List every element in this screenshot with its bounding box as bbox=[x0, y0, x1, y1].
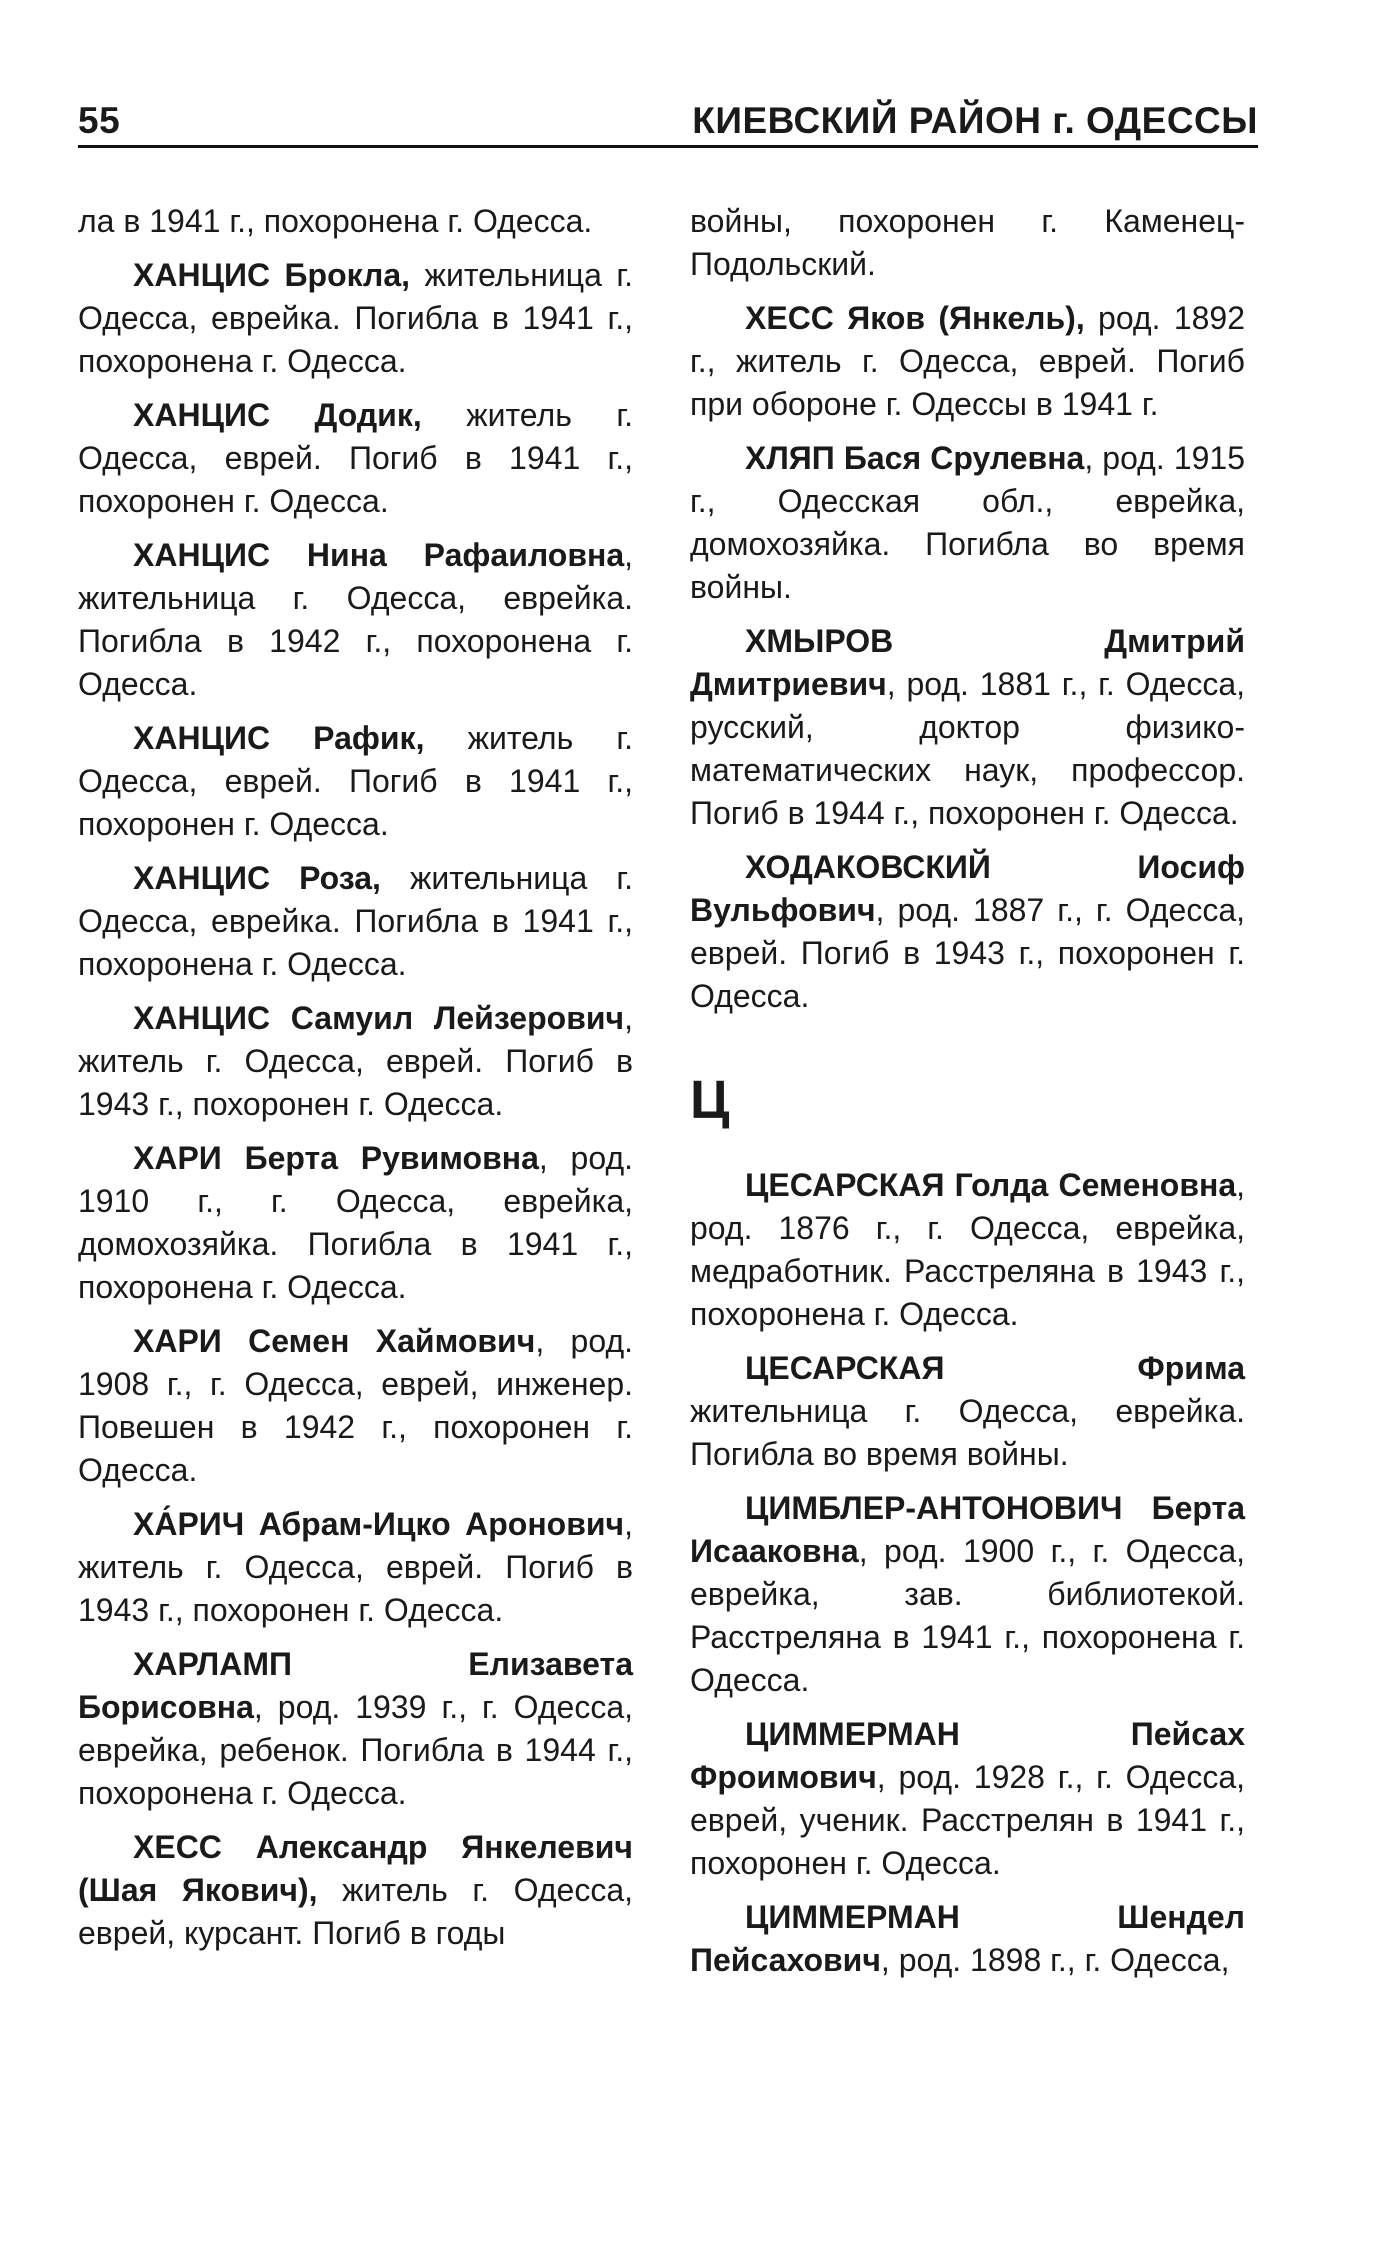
right-column bbox=[690, 200, 1245, 1993]
list-item: ХЕСС Яков (Янкель), род. 1892 г., житель г. Одесса, еврей. Погиб при обороне г. Одессы в 1941 г. bbox=[690, 300, 1246, 422]
list-item: ла в 1941 г., похоронена г. Одесса. bbox=[78, 203, 593, 239]
list-item: ХАРЛАМП Елизавета Борисовна, род. 1939 г., г. Одесса, еврейка, ребенок. Погибла в 1944 г., похоронена г. Одесса. bbox=[78, 1646, 633, 1811]
list-item: ХМЫРОВ Дмитрий Дмитриевич, род. 1881 г., г. Одесса, русский, доктор физико-математических наук, профессор. Погиб в 1944 г., похоронен г. Одесса. bbox=[690, 623, 1245, 831]
list-item: ХАНЦИС Рафик, житель г. Одесса, еврей. Погиб в 1941 г., похоронен г. Одесса. bbox=[78, 720, 634, 842]
list-item: ХАРИ Берта Рувимовна, род. 1910 г., г. Одесса, еврейка, домохозяйка. Погибла в 1941 г., похоронена г. Одесса. bbox=[78, 1140, 633, 1305]
list-item: ХАНЦИС Додик, житель г. Одесса, еврей. Погиб в 1941 г., похоронен г. Одесса. bbox=[78, 397, 634, 519]
running-head: КИЕВСКИЙ РАЙОН г. ОДЕССЫ bbox=[692, 100, 1258, 141]
list-item: ЦИМБЛЕР-АНТОНОВИЧ Берта Исааковна, род. 1900 г., г. Одесса, еврейка, зав. библиотекой. Расстреляна в 1941 г., похоронена г. Одесса. bbox=[690, 1490, 1245, 1698]
list-item: ХАНЦИС Самуил Лейзерович, житель г. Одесса, еврей. Погиб в 1943 г., похоронен г. Одесса. bbox=[78, 1000, 633, 1122]
list-item: ХЕСС Александр Янкелевич (Шая Якович), житель г. Одесса, еврей, курсант. Погиб в годы bbox=[78, 1829, 634, 1951]
list-item: ХАНЦИС Нина Рафаиловна, жительница г. Одесса, еврейка. Погибла в 1942 г., похоронена г. Одесса. bbox=[78, 537, 633, 702]
list-item: ХОДАКОВСКИЙ Иосиф Вульфович, род. 1887 г., г. Одесса, еврей. Погиб в 1943 г., похоронен г. Одесса. bbox=[690, 849, 1245, 1014]
list-item: ЦЕСАРСКАЯ Голда Семеновна, род. 1876 г., г. Одесса, еврейка, медработник. Расстреляна в 1943 г., похоронена г. Одесса. bbox=[690, 1167, 1245, 1332]
list-item: ХАНЦИС Брокла, жительница г. Одесса, еврейка. Погибла в 1941 г., похоронена г. Одесса. bbox=[78, 257, 633, 379]
page-number: 55 bbox=[78, 100, 121, 141]
list-item: ЦИММЕРМАН Пейсах Фроимович, род. 1928 г., г. Одесса, еврей, ученик. Расстрелян в 1941 г., похоронен г. Одесса. bbox=[690, 1716, 1245, 1881]
list-item: ХЛЯП Бася Срулевна, род. 1915 г., Одесская обл., еврейка, домохозяйка. Погибла во время войны. bbox=[690, 440, 1246, 605]
page-header bbox=[78, 92, 1258, 148]
left-column bbox=[78, 200, 633, 1966]
list-item: войны, похоронен г. Каменец-Подольский. bbox=[690, 203, 1245, 282]
section-letter: Ц bbox=[690, 1070, 730, 1130]
list-item: ХАРИ Семен Хаймович, род. 1908 г., г. Одесса, еврей, инженер. Повешен в 1942 г., похоронен г. Одесса. bbox=[78, 1323, 634, 1488]
list-item: ХАНЦИС Роза, жительница г. Одесса, еврейка. Погибла в 1941 г., похоронена г. Одесса. bbox=[78, 860, 634, 982]
list-item: ХА́РИЧ Абрам-Ицко Аронович, житель г. Одесса, еврей. Погиб в 1943 г., похоронен г. Одесса. bbox=[78, 1506, 633, 1628]
list-item: ЦЕСАРСКАЯ Фрима жительница г. Одесса, еврейка. Погибла во время войны. bbox=[690, 1350, 1245, 1472]
list-item: ЦИММЕРМАН Шендел Пейсахович, род. 1898 г., г. Одесса, bbox=[690, 1899, 1245, 1978]
